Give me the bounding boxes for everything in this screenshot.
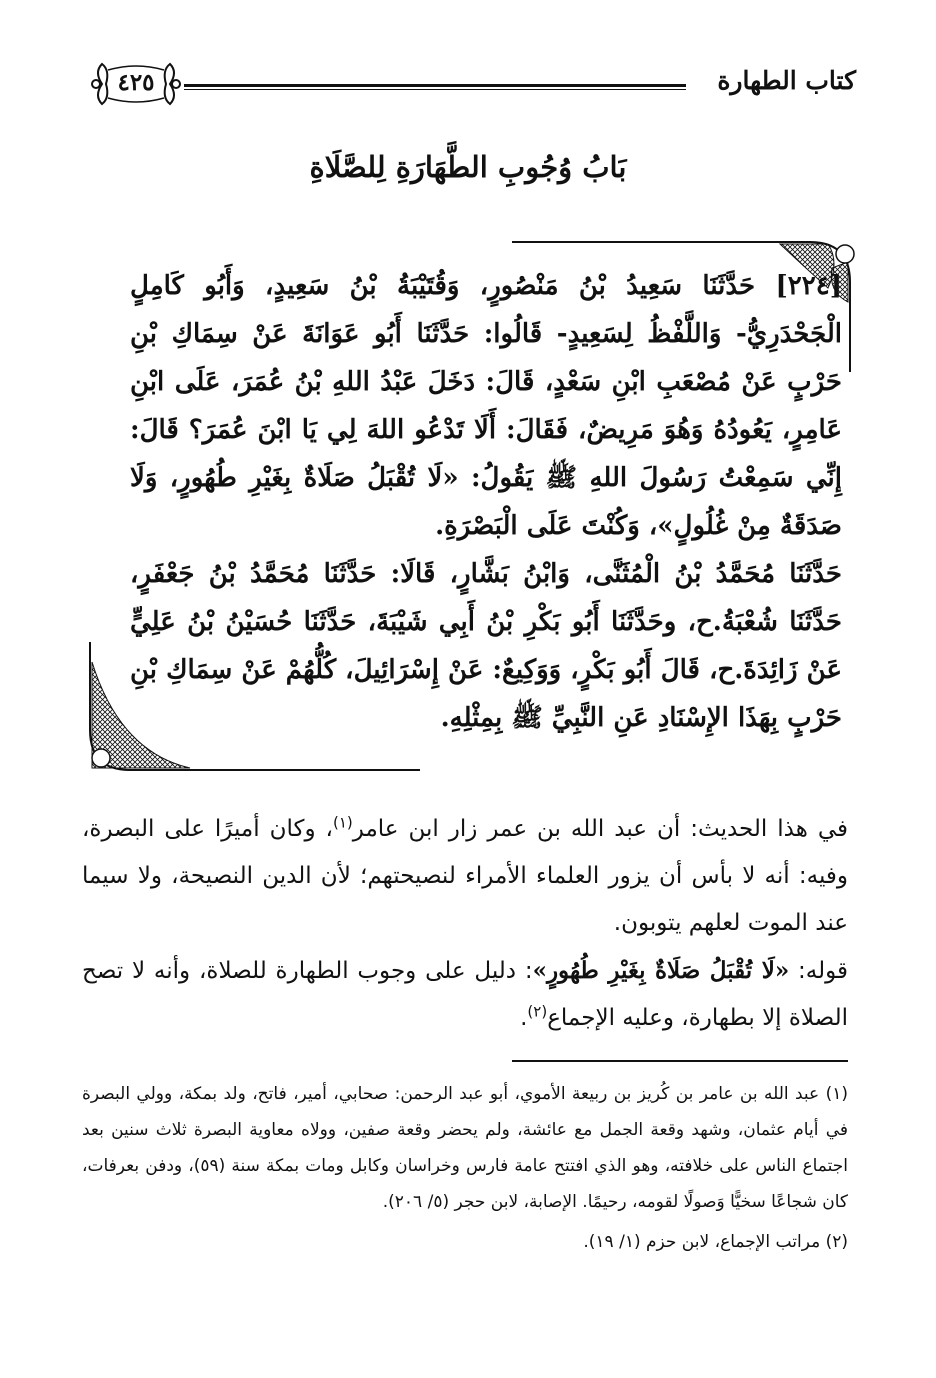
chapter-title: بَابُ وُجُوبِ الطَّهَارَةِ لِلصَّلَاةِ <box>309 150 627 184</box>
hadith-paragraph: حَدَّثَنَا مُحَمَّدُ بْنُ الْمُثَنَّى، وَابْنُ بَشَّارٍ، قَالَا: حَدَّثَنَا مُحَمَّدُ بْنُ جَعْفَرٍ، حَدَّثَنَا شُعْبَةُ.ح، وحَدَّثَنَا أَبُو بَكْرِ بْنُ أَبِي شَيْبَةَ، حَدَّثَنَا حُسَيْنُ بْنُ عَلِيٍّ عَنْ زَائِدَةَ.ح، قَالَ أَبُو بَكْرٍ، وَوَكِيعٌ: عَنْ إِسْرَائِيلَ، كُلُّهُمْ عَنْ سِمَاكِ بْنِ حَرْبٍ بِهَذَا الإِسْنَادِ عَنِ النَّبِيِّ ﷺ بِمِثْلِهِ. <box>130 559 842 733</box>
commentary <box>82 806 848 1042</box>
page-number: ٤٢٥ <box>117 69 155 96</box>
commentary-text: في هذا الحديث: أن عبد الله بن عمر زار ابن عامر <box>352 816 848 842</box>
commentary-paragraph <box>82 947 848 1042</box>
commentary-text: : دليل على وجوب الطهارة للصلاة، وأنه لا تصح الصلاة إلا بطهارة، وعليه الإجماع <box>82 958 848 1031</box>
commentary-paragraph <box>82 806 848 947</box>
footnotes <box>82 1076 848 1260</box>
commentary-text: ، وكان أميرًا على البصرة، وفيه: أنه لا بأس أن يزور العلماء الأمراء لنصيحتهم؛ لأن الدين النصيحة، ولا سيما عند الموت لعلهم يتوبون. <box>82 816 848 936</box>
header-rule <box>184 84 686 90</box>
footnote-1: (١) عبد الله بن عامر بن كُريز بن ربيعة الأموي، أبو عبد الرحمن: صحابي، أمير، فاتح، ولد بمكة، وولي البصرة في أيام عثمان، وشهد وقعة الجمل مع عائشة، ولم يحضر وقعة صفين، وولاه معاوية البصرة ثلاث سنين بعد اجتماع الناس على خلافته، وهو الذي افتتح عامة فارس وخراسان وكابل ومات بمكة سنة (٥٩)، ودفن بعرفات، كان شجاعًا سخيًّا وَصولًا لقومه، رحيمًا. الإصابة، لابن حجر (٥/ ٢٠٦). <box>82 1084 848 1212</box>
commentary-text: قوله: <box>789 958 848 984</box>
footnote-separator <box>512 1060 848 1062</box>
footnote-reference[interactable]: (١) <box>332 813 353 832</box>
commentary-text: . <box>520 1005 528 1031</box>
page-number-ornament <box>88 58 184 110</box>
footnote-reference[interactable]: (٢) <box>527 1002 548 1021</box>
footnote-2: (٢) مراتب الإجماع، لابن حزم (١/ ١٩). <box>583 1232 848 1252</box>
page-header <box>80 58 856 110</box>
hadith-paragraph: [٢٢٤] حَدَّثَنَا سَعِيدُ بْنُ مَنْصُورٍ، وَقُتَيْبَةُ بْنُ سَعِيدٍ، وَأَبُو كَامِلٍ الْجَحْدَرِيُّ- وَاللَّفْظُ لِسَعِيدٍ- قَالُوا: حَدَّثَنَا أَبُو عَوَانَةَ عَنْ سِمَاكِ بْنِ حَرْبٍ عَنْ مُصْعَبِ ابْنِ سَعْدٍ، قَالَ: دَخَلَ عَبْدُ اللهِ بْنُ عُمَرَ، عَلَى ابْنِ عَامِرٍ، يَعُودُهُ وَهُوَ مَرِيضٌ، فَقَالَ: أَلَا تَدْعُو اللهَ لِي يَا ابْنَ عُمَرَ؟ قَالَ: إِنِّي سَمِعْتُ رَسُولَ اللهِ ﷺ يَقُولُ: «لَا تُقْبَلُ صَلَاةٌ بِغَيْرِ طُهُورٍ، وَلَا صَدَقَةٌ مِنْ غُلُولٍ»، وَكُنْتَ عَلَى الْبَصْرَةِ. <box>130 271 842 541</box>
hadith-text <box>130 262 842 742</box>
hadith-quote: «لَا تُقْبَلُ صَلَاةٌ بِغَيْرِ طُهُورٍ» <box>532 957 790 984</box>
running-book-title: كتاب الطهارة <box>717 66 856 95</box>
